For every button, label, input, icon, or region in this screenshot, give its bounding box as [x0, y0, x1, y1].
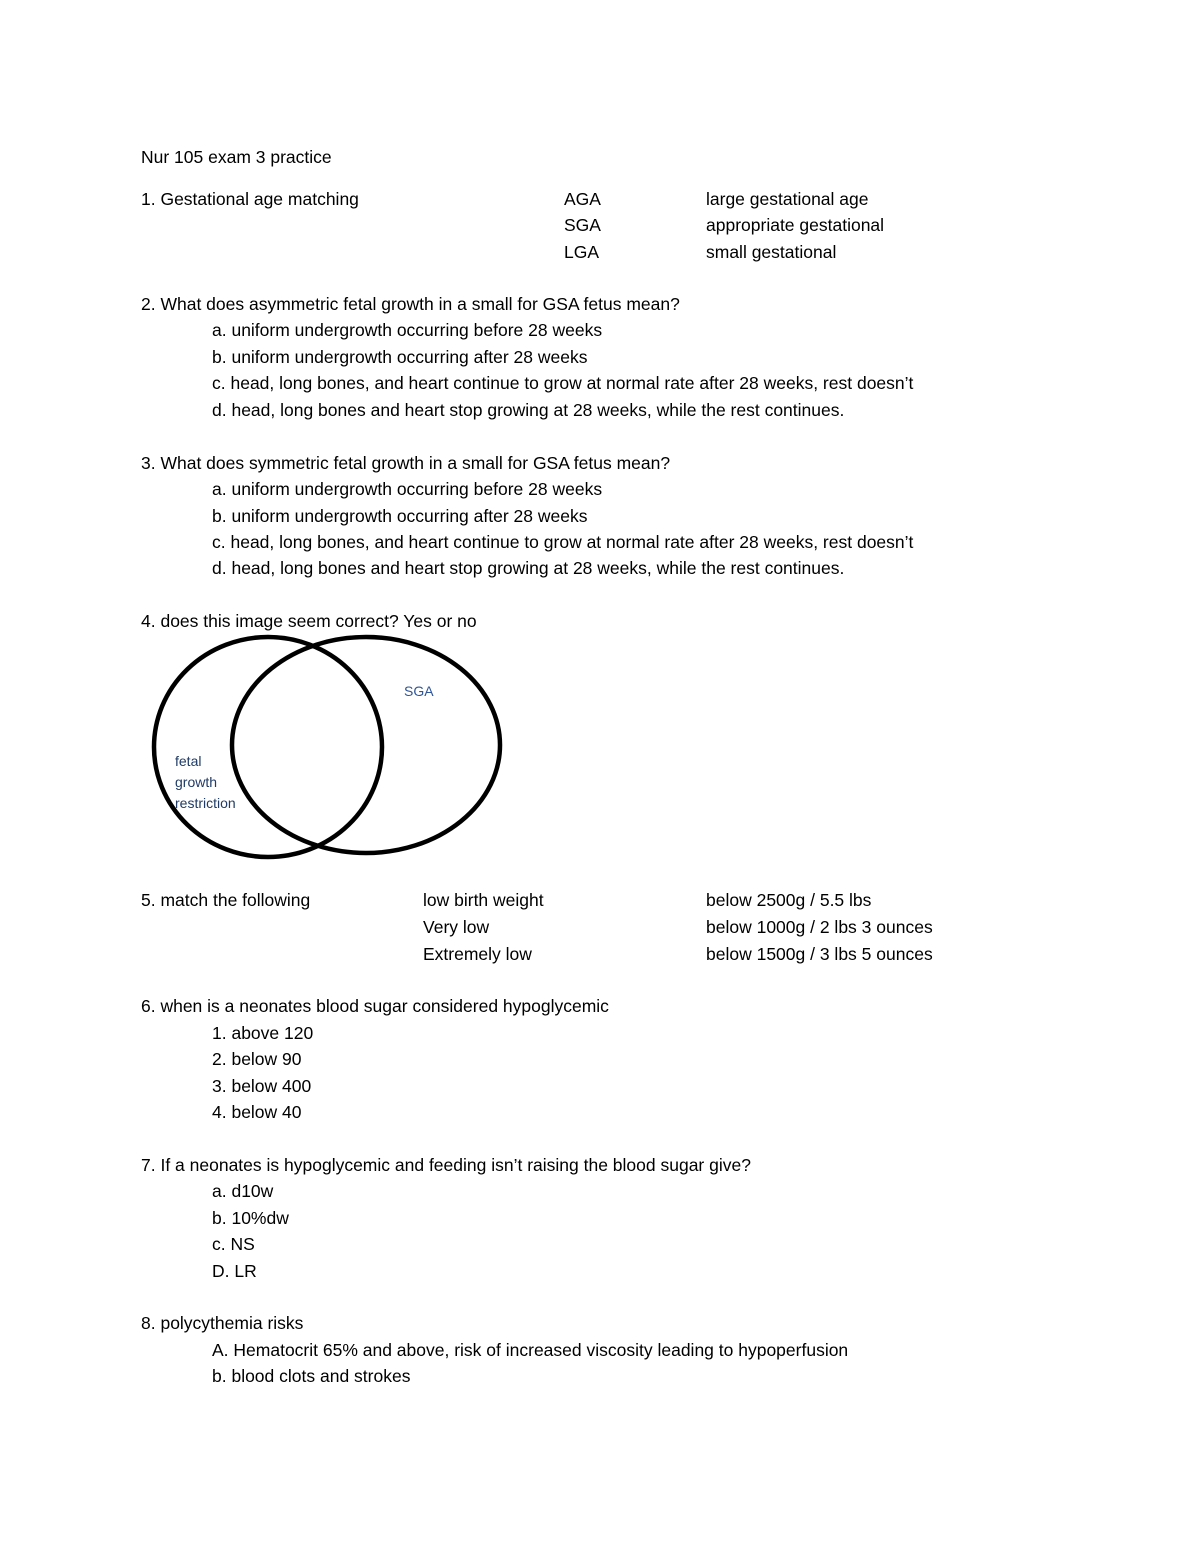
q7-option: b. 10%dw [212, 1208, 289, 1228]
venn-label-fgr-line: growth [175, 774, 218, 790]
q1-right-item: appropriate gestational [706, 215, 885, 235]
q6-option: 4. below 40 [212, 1102, 302, 1122]
venn-label-fgr-line: restriction [175, 795, 236, 811]
q5-right-item: below 2500g / 5.5 lbs [706, 890, 872, 910]
q8-option: b. blood clots and strokes [212, 1366, 411, 1386]
q1-left-item: AGA [564, 189, 601, 209]
q6-question: 6. when is a neonates blood sugar considered hypoglycemic [141, 996, 609, 1016]
venn-diagram [140, 628, 510, 868]
q7-option: c. NS [212, 1234, 255, 1254]
q1-right-item: small gestational [706, 242, 837, 262]
q1-question: 1. Gestational age matching [141, 189, 359, 209]
q3-question: 3. What does symmetric fetal growth in a small for GSA fetus mean? [141, 453, 671, 473]
venn-label-sga: SGA [404, 683, 434, 699]
q3-option: c. head, long bones, and heart continue to grow at normal rate after 28 weeks, rest doesn’t [212, 532, 914, 552]
q7-option: a. d10w [212, 1181, 274, 1201]
document-title: Nur 105 exam 3 practice [141, 147, 332, 167]
q5-left-item: low birth weight [423, 890, 544, 910]
q8-question: 8. polycythemia risks [141, 1313, 304, 1333]
q3-option: b. uniform undergrowth occurring after 28 weeks [212, 506, 588, 526]
q5-left-item: Extremely low [423, 944, 532, 964]
venn-label-fgr-line: fetal [175, 753, 202, 769]
q4-question: 4. does this image seem correct? Yes or no [141, 611, 477, 631]
q7-option: D. LR [212, 1261, 257, 1281]
q2-option: b. uniform undergrowth occurring after 28 weeks [212, 347, 588, 367]
venn-circle-sga [232, 637, 500, 853]
q2-option: a. uniform undergrowth occurring before 28 weeks [212, 320, 603, 340]
q5-right-item: below 1000g / 2 lbs 3 ounces [706, 917, 933, 937]
q6-option: 3. below 400 [212, 1076, 312, 1096]
q1-left-item: LGA [564, 242, 600, 262]
q3-option: d. head, long bones and heart stop growing at 28 weeks, while the rest continues. [212, 558, 845, 578]
q2-option: d. head, long bones and heart stop growing at 28 weeks, while the rest continues. [212, 400, 845, 420]
q6-option: 2. below 90 [212, 1049, 302, 1069]
q2-option: c. head, long bones, and heart continue to grow at normal rate after 28 weeks, rest doesn’t [212, 373, 914, 393]
q1-left-item: SGA [564, 215, 601, 235]
q6-option: 1. above 120 [212, 1023, 314, 1043]
q8-option: A. Hematocrit 65% and above, risk of increased viscosity leading to hypoperfusion [212, 1340, 849, 1360]
q7-question: 7. If a neonates is hypoglycemic and feeding isn’t raising the blood sugar give? [141, 1155, 751, 1175]
q1-right-item: large gestational age [706, 189, 869, 209]
q5-right-item: below 1500g / 3 lbs 5 ounces [706, 944, 933, 964]
q2-question: 2. What does asymmetric fetal growth in a small for GSA fetus mean? [141, 294, 680, 314]
q3-option: a. uniform undergrowth occurring before 28 weeks [212, 479, 603, 499]
q5-left-item: Very low [423, 917, 490, 937]
q5-question: 5. match the following [141, 890, 311, 910]
